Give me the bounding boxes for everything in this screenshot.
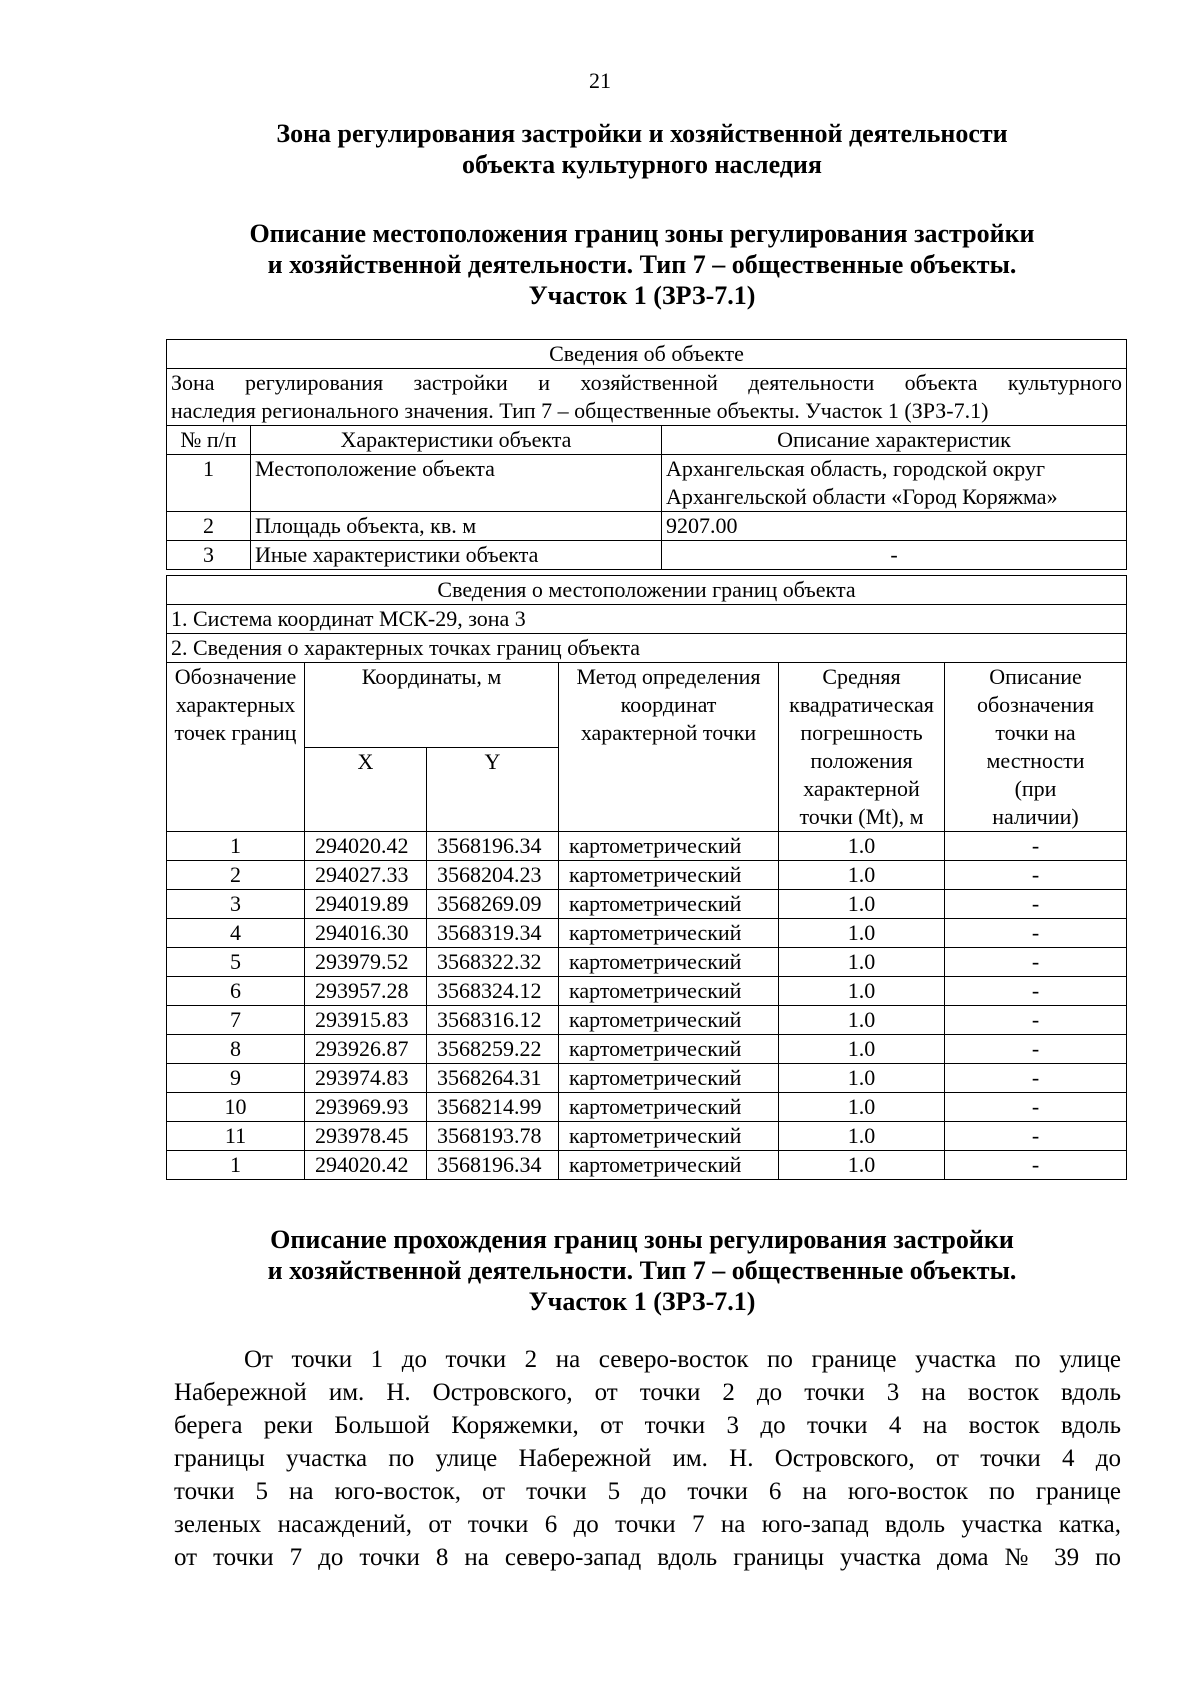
point-description: - bbox=[945, 1122, 1127, 1151]
method: картометрический bbox=[559, 1093, 779, 1122]
header-error bbox=[779, 663, 945, 832]
row-num: 3 bbox=[167, 541, 251, 570]
point-number: 10 bbox=[167, 1093, 305, 1122]
x-coordinate: 293979.52 bbox=[305, 948, 427, 977]
location-heading bbox=[160, 218, 1124, 311]
coordinate-row bbox=[167, 948, 1127, 977]
points-title: 2. Сведения о характерных точках границ объекта bbox=[167, 634, 1127, 663]
y-coordinate: 3568324.12 bbox=[427, 977, 559, 1006]
coordinate-row bbox=[167, 1093, 1127, 1122]
point-description: - bbox=[945, 861, 1127, 890]
point-number: 9 bbox=[167, 1064, 305, 1093]
y-coordinate: 3568259.22 bbox=[427, 1035, 559, 1064]
y-coordinate: 3568316.12 bbox=[427, 1006, 559, 1035]
header-y: Y bbox=[427, 747, 559, 832]
x-coordinate: 294020.42 bbox=[305, 832, 427, 861]
paragraph-line: От точки 1 до точки 2 на северо-восток по границе участка по улице bbox=[244, 1346, 1121, 1373]
boundary-heading-line: Участок 1 (ЗРЗ-7.1) bbox=[528, 1287, 756, 1316]
point-number: 7 bbox=[167, 1006, 305, 1035]
point-number: 4 bbox=[167, 919, 305, 948]
y-coordinate: 3568196.34 bbox=[427, 832, 559, 861]
y-coordinate: 3568193.78 bbox=[427, 1122, 559, 1151]
x-coordinate: 293915.83 bbox=[305, 1006, 427, 1035]
header-line: точек границ bbox=[174, 720, 297, 745]
header-line: положения bbox=[810, 748, 913, 773]
point-number: 11 bbox=[167, 1122, 305, 1151]
coordinates-table bbox=[166, 575, 1127, 1180]
point-description: - bbox=[945, 1151, 1127, 1180]
row-value-line: Архангельская область, городской округ bbox=[666, 456, 1046, 481]
header-line: характерной bbox=[803, 776, 920, 801]
y-coordinate: 3568196.34 bbox=[427, 1151, 559, 1180]
paragraph-line: точки 5 на юго-восток, от точки 5 до точки 6 на юго-восток по границе bbox=[174, 1478, 1121, 1505]
y-coordinate: 3568214.99 bbox=[427, 1093, 559, 1122]
method: картометрический bbox=[559, 1064, 779, 1093]
method: картометрический bbox=[559, 977, 779, 1006]
boundary-heading bbox=[160, 1224, 1124, 1317]
header-line: наличии) bbox=[992, 804, 1079, 829]
coordinate-row bbox=[167, 890, 1127, 919]
method: картометрический bbox=[559, 919, 779, 948]
method: картометрический bbox=[559, 1122, 779, 1151]
header-description: Описание характеристик bbox=[662, 426, 1127, 455]
coordinate-row bbox=[167, 977, 1127, 1006]
coordinate-system: 1. Система координат МСК-29, зона 3 bbox=[167, 605, 1127, 634]
mean-error: 1.0 bbox=[779, 977, 945, 1006]
boundary-description bbox=[174, 1343, 1121, 1574]
zone-heading-line: объекта культурного наследия bbox=[462, 150, 822, 179]
x-coordinate: 294019.89 bbox=[305, 890, 427, 919]
header-line: Обозначение bbox=[174, 664, 297, 689]
point-description: - bbox=[945, 1064, 1127, 1093]
header-line: квадратическая bbox=[789, 692, 934, 717]
mean-error: 1.0 bbox=[779, 948, 945, 977]
point-number: 1 bbox=[167, 832, 305, 861]
point-number: 3 bbox=[167, 890, 305, 919]
method: картометрический bbox=[559, 1006, 779, 1035]
row-value bbox=[662, 455, 1127, 512]
paragraph-line: Набережной им. Н. Островского, от точки 2 до точки 3 на восток вдоль bbox=[174, 1379, 1121, 1406]
x-coordinate: 294016.30 bbox=[305, 919, 427, 948]
x-coordinate: 293969.93 bbox=[305, 1093, 427, 1122]
point-number: 1 bbox=[167, 1151, 305, 1180]
point-description: - bbox=[945, 977, 1127, 1006]
method: картометрический bbox=[559, 832, 779, 861]
header-line: Средняя bbox=[822, 664, 901, 689]
coordinates-title: Сведения о местоположении границ объекта bbox=[167, 576, 1127, 605]
header-characteristic: Характеристики объекта bbox=[251, 426, 662, 455]
point-description: - bbox=[945, 890, 1127, 919]
header-coordinates: Координаты, м bbox=[305, 663, 559, 748]
mean-error: 1.0 bbox=[779, 1122, 945, 1151]
mean-error: 1.0 bbox=[779, 1035, 945, 1064]
method: картометрический bbox=[559, 890, 779, 919]
location-heading-line: и хозяйственной деятельности. Тип 7 – общественные объекты. bbox=[267, 250, 1017, 279]
row-num: 2 bbox=[167, 512, 251, 541]
coordinate-row bbox=[167, 1151, 1127, 1180]
mean-error: 1.0 bbox=[779, 1093, 945, 1122]
mean-error: 1.0 bbox=[779, 1151, 945, 1180]
mean-error: 1.0 bbox=[779, 861, 945, 890]
page-number: 21 bbox=[589, 68, 611, 93]
boundary-heading-line: и хозяйственной деятельности. Тип 7 – общественные объекты. bbox=[267, 1256, 1017, 1285]
header-x: X bbox=[305, 747, 427, 832]
coordinate-row bbox=[167, 1122, 1127, 1151]
header-line: (при bbox=[1014, 776, 1057, 801]
header-num: № п/п bbox=[167, 426, 251, 455]
header-line: погрешность bbox=[800, 720, 923, 745]
coordinate-row bbox=[167, 1064, 1127, 1093]
header-point-description bbox=[945, 663, 1127, 832]
boundary-heading-line: Описание прохождения границ зоны регулирования застройки bbox=[270, 1225, 1014, 1254]
mean-error: 1.0 bbox=[779, 919, 945, 948]
y-coordinate: 3568264.31 bbox=[427, 1064, 559, 1093]
location-heading-line: Описание местоположения границ зоны регулирования застройки bbox=[249, 219, 1035, 248]
paragraph-line: от точки 7 до точки 8 на северо-запад вдоль границы участка дома № 39 по bbox=[174, 1544, 1121, 1571]
point-description: - bbox=[945, 1093, 1127, 1122]
row-name: Местоположение объекта bbox=[251, 455, 662, 512]
method: картометрический bbox=[559, 1151, 779, 1180]
header-method bbox=[559, 663, 779, 832]
y-coordinate: 3568322.32 bbox=[427, 948, 559, 977]
y-coordinate: 3568319.34 bbox=[427, 919, 559, 948]
object-info-table bbox=[166, 339, 1127, 570]
mean-error: 1.0 bbox=[779, 1064, 945, 1093]
point-number: 6 bbox=[167, 977, 305, 1006]
coordinate-row bbox=[167, 1006, 1127, 1035]
mean-error: 1.0 bbox=[779, 832, 945, 861]
point-description: - bbox=[945, 832, 1127, 861]
x-coordinate: 294020.42 bbox=[305, 1151, 427, 1180]
point-description: - bbox=[945, 1035, 1127, 1064]
header-line: точки (Mt), м bbox=[799, 804, 924, 829]
coordinate-row bbox=[167, 919, 1127, 948]
method: картометрический bbox=[559, 1035, 779, 1064]
x-coordinate: 294027.33 bbox=[305, 861, 427, 890]
x-coordinate: 293957.28 bbox=[305, 977, 427, 1006]
header-line: обозначения bbox=[976, 692, 1095, 717]
header-designation bbox=[167, 663, 305, 832]
header-line: Метод определения bbox=[576, 664, 761, 689]
row-name: Иные характеристики объекта bbox=[251, 541, 662, 570]
method: картометрический bbox=[559, 948, 779, 977]
header-line: точки на bbox=[995, 720, 1076, 745]
coordinate-row bbox=[167, 832, 1127, 861]
y-coordinate: 3568269.09 bbox=[427, 890, 559, 919]
zone-heading bbox=[160, 118, 1124, 180]
header-line: характерной точки bbox=[580, 720, 757, 745]
x-coordinate: 293978.45 bbox=[305, 1122, 427, 1151]
header-line: местности bbox=[986, 748, 1085, 773]
paragraph-line: границы участка по улице Набережной им. Н. Островского, от точки 4 до bbox=[174, 1445, 1121, 1472]
header-line: координат bbox=[620, 692, 717, 717]
row-value: 9207.00 bbox=[662, 512, 1127, 541]
paragraph-line: берега реки Большой Коряжемки, от точки 3 до точки 4 на восток вдоль bbox=[174, 1412, 1121, 1439]
point-description: - bbox=[945, 1006, 1127, 1035]
location-heading-line: Участок 1 (ЗРЗ-7.1) bbox=[528, 281, 756, 310]
object-description-line: Зона регулирования застройки и хозяйственной деятельности объекта культурного bbox=[171, 370, 1123, 395]
paragraph-line: зеленых насаждений, от точки 6 до точки 7 на юго-запад вдоль участка катка, bbox=[174, 1511, 1121, 1538]
method: картометрический bbox=[559, 861, 779, 890]
coordinate-row bbox=[167, 1035, 1127, 1064]
object-info-title: Сведения об объекте bbox=[167, 340, 1127, 369]
point-number: 8 bbox=[167, 1035, 305, 1064]
row-value: - bbox=[662, 541, 1127, 570]
row-name: Площадь объекта, кв. м bbox=[251, 512, 662, 541]
header-line: Описание bbox=[989, 664, 1082, 689]
y-coordinate: 3568204.23 bbox=[427, 861, 559, 890]
object-description-line: наследия регионального значения. Тип 7 – общественные объекты. Участок 1 (ЗРЗ-7.1) bbox=[171, 398, 989, 423]
mean-error: 1.0 bbox=[779, 1006, 945, 1035]
point-description: - bbox=[945, 948, 1127, 977]
x-coordinate: 293926.87 bbox=[305, 1035, 427, 1064]
zone-heading-line: Зона регулирования застройки и хозяйственной деятельности bbox=[276, 119, 1008, 148]
point-number: 5 bbox=[167, 948, 305, 977]
coordinate-row bbox=[167, 861, 1127, 890]
point-number: 2 bbox=[167, 861, 305, 890]
x-coordinate: 293974.83 bbox=[305, 1064, 427, 1093]
object-description bbox=[167, 369, 1127, 426]
row-num: 1 bbox=[167, 455, 251, 512]
row-value-line: Архангельской области «Город Коряжма» bbox=[666, 484, 1058, 509]
point-description: - bbox=[945, 919, 1127, 948]
mean-error: 1.0 bbox=[779, 890, 945, 919]
header-line: характерных bbox=[175, 692, 296, 717]
